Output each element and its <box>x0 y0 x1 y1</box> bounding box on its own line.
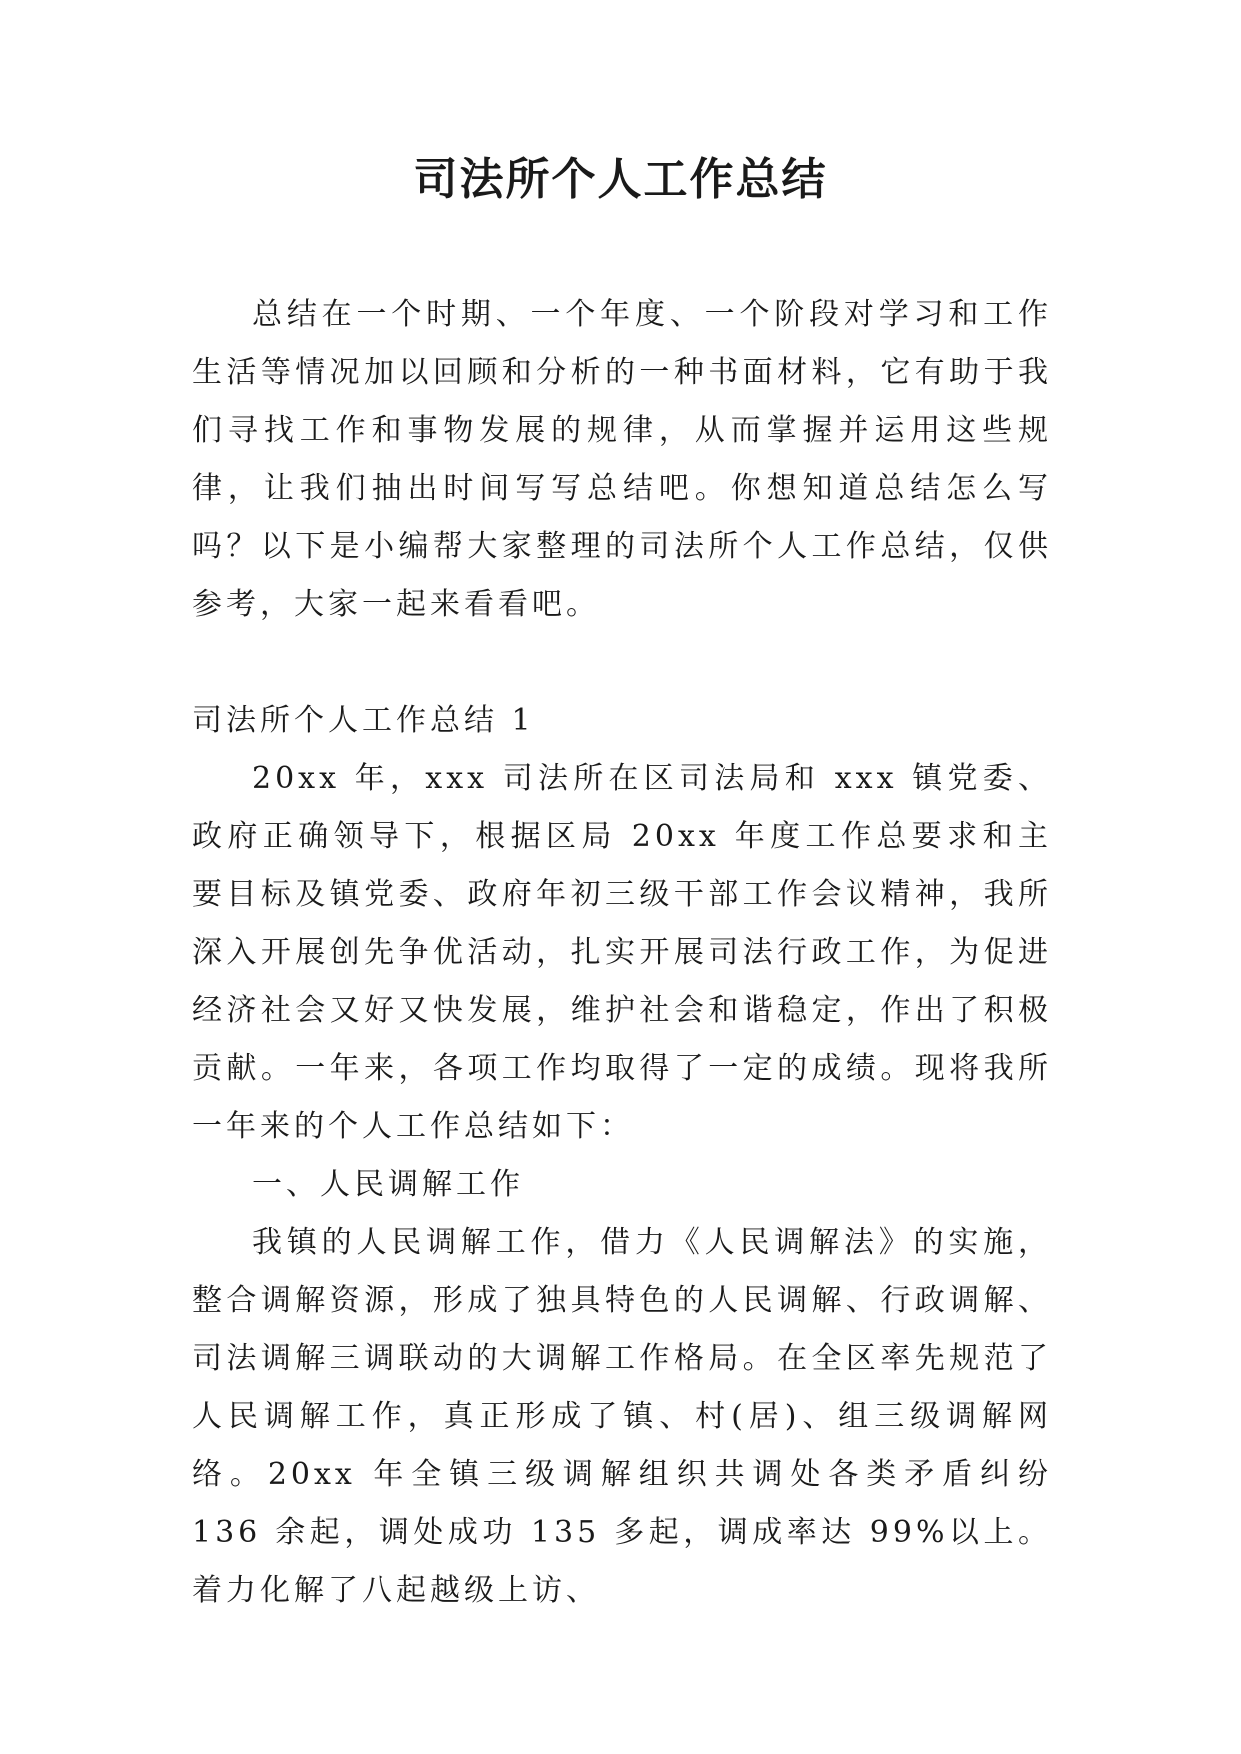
section-title: 司法所个人工作总结 1 <box>192 703 535 738</box>
body-paragraph: 我镇的人民调解工作，借力《人民调解法》的实施，整合调解资源，形成了独具特色的人民调解、行政调解、司法调解三调联动的大调解工作格局。在全区率先规范了人民调解工作，真正形成了镇、村(居)、组三级调解网络。20xx 年全镇三级调解组织共调处各类矛盾纠纷 136 余起，调处成功 135 多起，调成率达 99%以上。着力化解了八起越级上访、 <box>192 1225 1052 1608</box>
document-body <box>192 286 1052 1620</box>
document-title: 司法所个人工作总结 <box>413 154 828 205</box>
intro-paragraph: 总结在一个时期、一个年度、一个阶段对学习和工作生活等情况加以回顾和分析的一种书面材料，它有助于我们寻找工作和事物发展的规律，从而掌握并运用这些规律，让我们抽出时间写写总结吧。你想知道总结怎么写吗？以下是小编帮大家整理的司法所个人工作总结，仅供参考，大家一起来看看吧。 <box>192 297 1052 622</box>
section-heading: 一、人民调解工作 <box>252 1167 524 1202</box>
body-paragraph: 20xx 年，xxx 司法所在区司法局和 xxx 镇党委、政府正确领导下，根据区局 20xx 年度工作总要求和主要目标及镇党委、政府年初三级干部工作会议精神，我所深入开展创先争优活动，扎实开展司法行政工作，为促进经济社会又好又快发展，维护社会和谐稳定，作出了积极贡献。一年来，各项工作均取得了一定的成绩。现将我所一年来的个人工作总结如下： <box>192 761 1052 1144</box>
